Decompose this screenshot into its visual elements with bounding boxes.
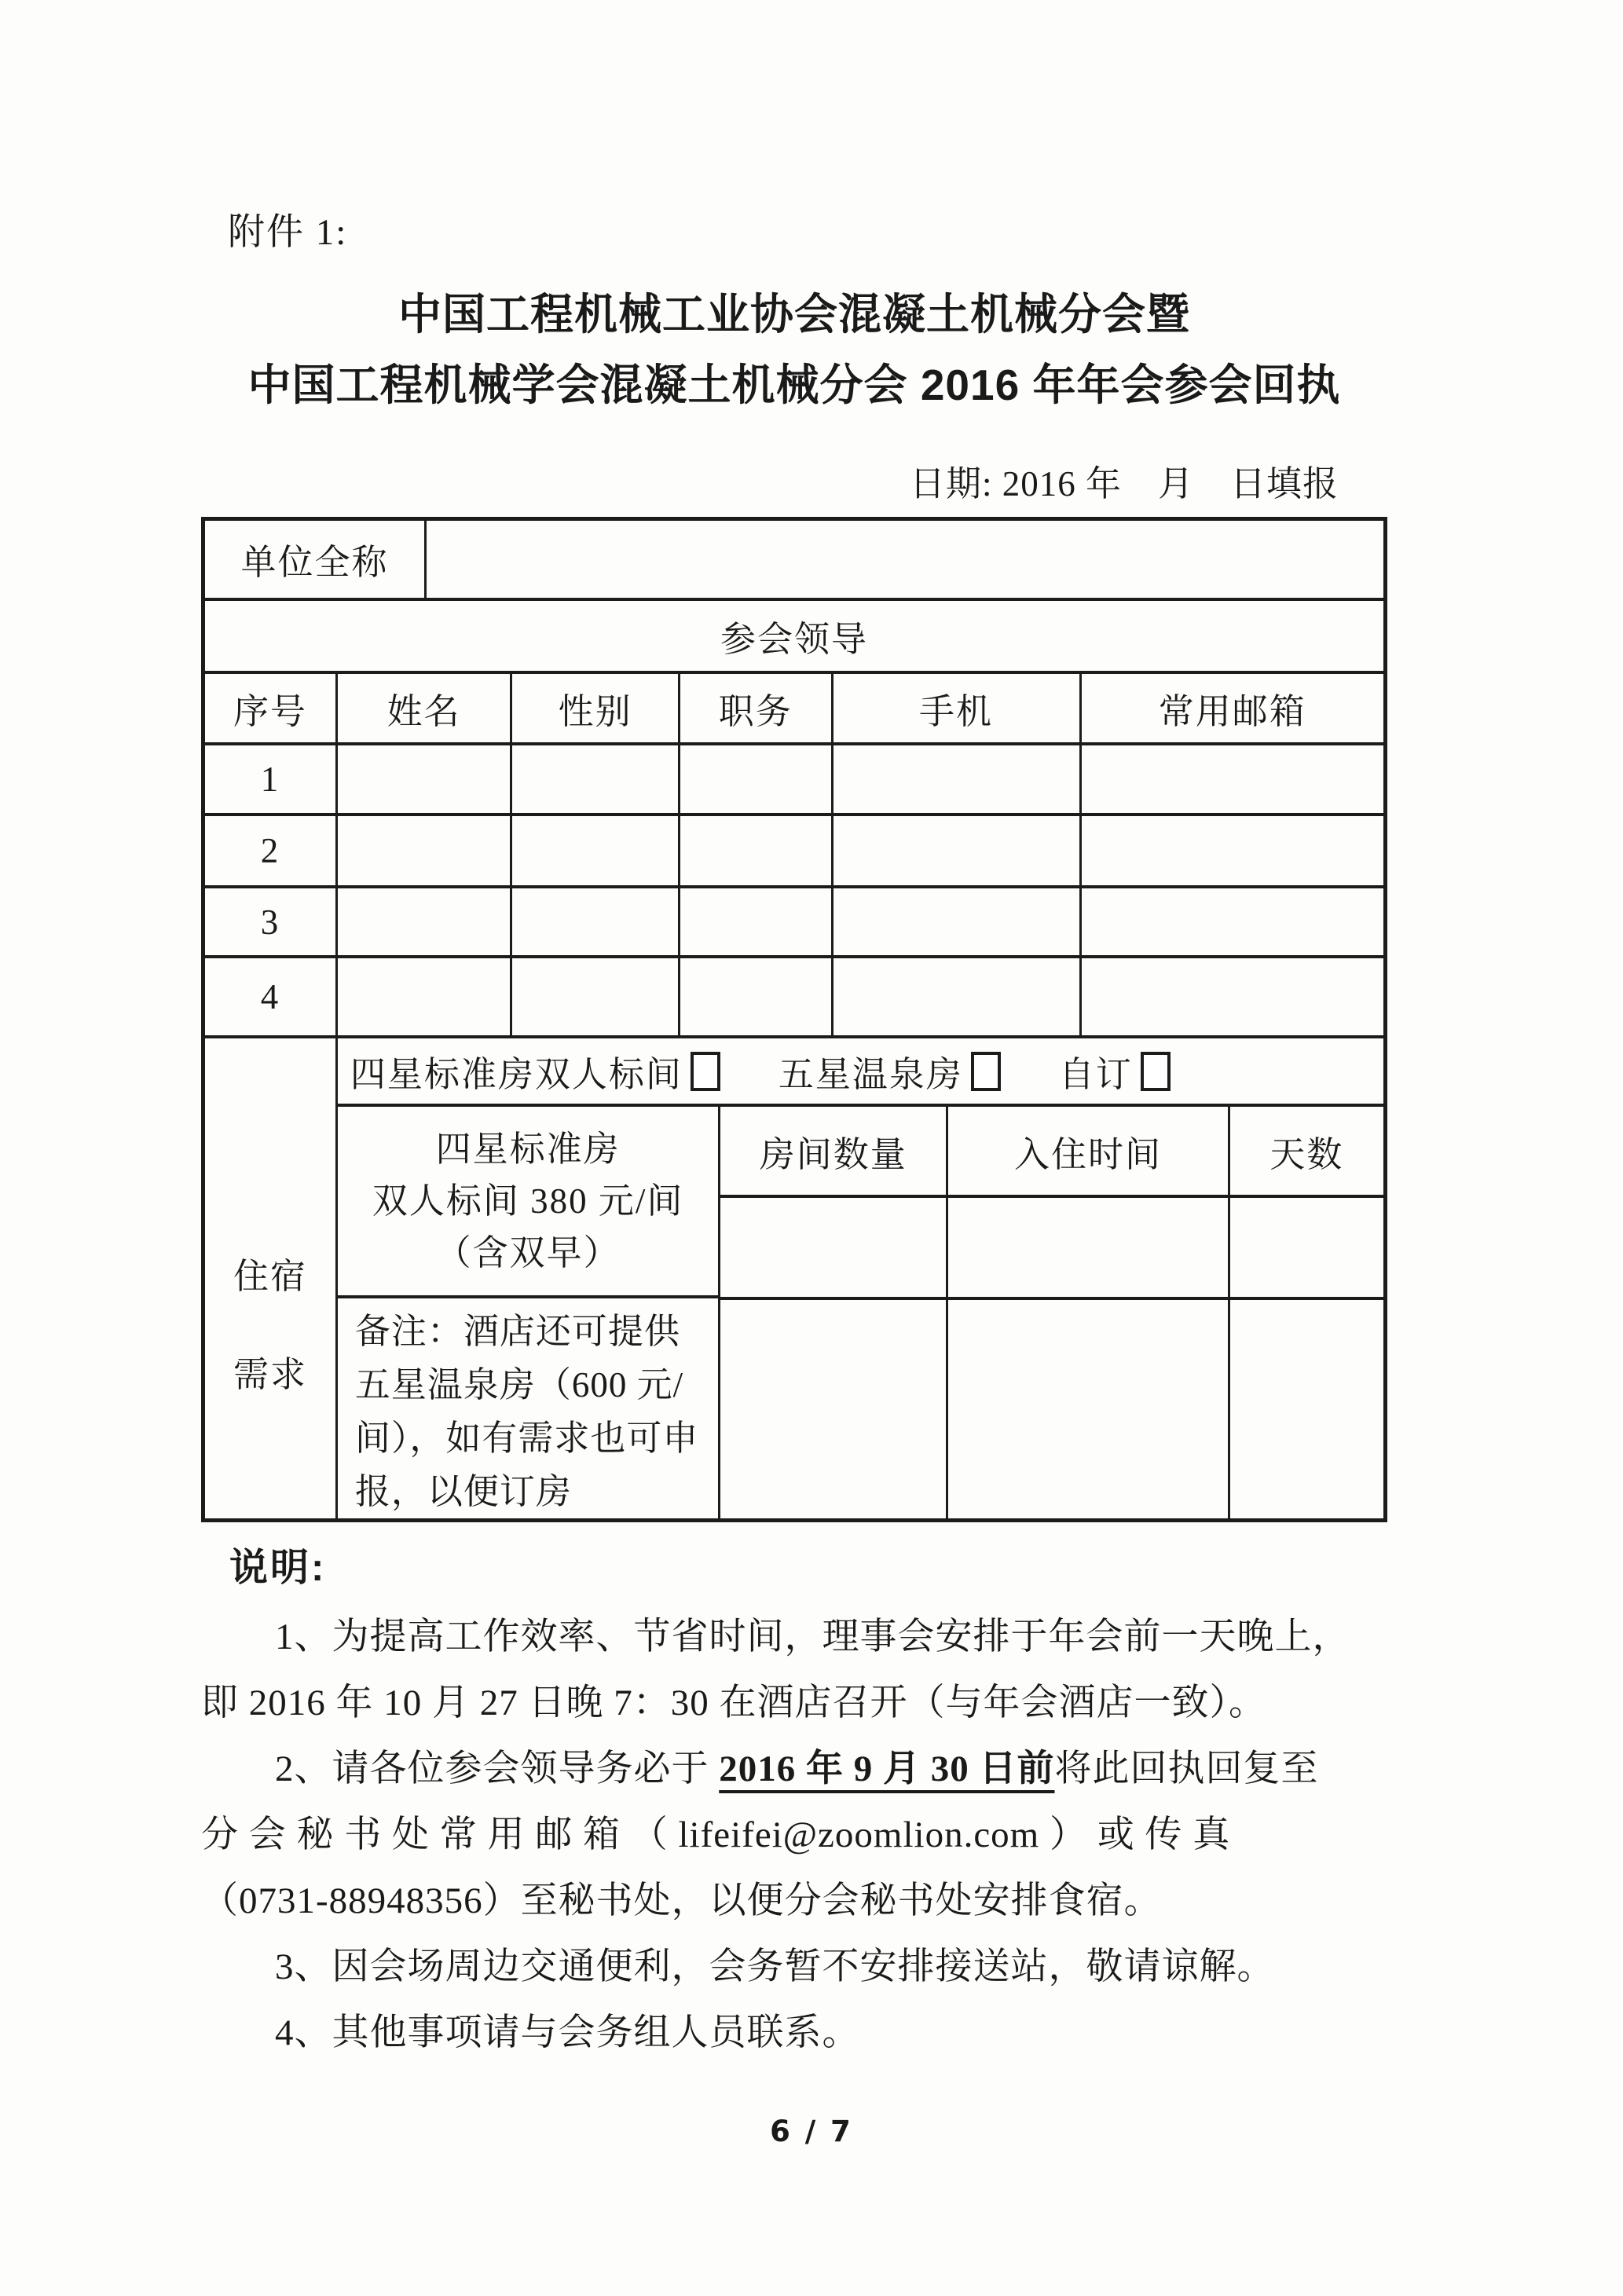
- accommodation-detail: [335, 1038, 1383, 1518]
- room-booking-grid: [718, 1107, 1383, 1518]
- option-self-booked-label: 自订: [1058, 1055, 1133, 1094]
- instruction-1-line-1: 1、为提高工作效率、节省时间，理事会安排于年会前一天晚上，: [275, 1617, 1350, 1657]
- col-header-email: 常用邮箱: [1079, 674, 1384, 742]
- checkbox-icon: [1141, 1052, 1171, 1091]
- fill-date-line: 日期: 2016 年 月 日填报: [909, 464, 1339, 504]
- fourstar-line-3: （含双早）: [435, 1233, 621, 1273]
- fourstar-line-1: 四星标准房: [435, 1130, 621, 1169]
- gender-cell-empty: [510, 958, 678, 1035]
- gender-cell-empty: [510, 745, 678, 814]
- fourstar-room-info-cell: [338, 1107, 719, 1295]
- days-cell-empty: [1228, 1300, 1383, 1518]
- days-cell-empty: [1228, 1198, 1383, 1297]
- checkbox-icon: [691, 1052, 720, 1091]
- accommodation-row: [205, 1035, 1383, 1518]
- company-name-value-cell: [424, 521, 1383, 598]
- page-number: 6 / 7: [770, 2115, 853, 2148]
- column-header-row: [205, 671, 1383, 742]
- gender-cell-empty: [510, 816, 678, 885]
- gender-cell-empty: [510, 888, 678, 955]
- row-index-cell: 2: [260, 831, 280, 871]
- col-header-gender: 性别: [510, 674, 678, 742]
- room-type-options: [338, 1038, 1383, 1104]
- instruction-1-line-2: 即 2016 年 10 月 27 日晚 7：30 在酒店召开（与年会酒店一致）。: [201, 1683, 1266, 1723]
- checkin-time-cell-empty: [946, 1198, 1228, 1297]
- instructions-section: [201, 1544, 1387, 2066]
- mobile-cell-empty: [831, 958, 1079, 1035]
- deadline-emphasis: 2016 年 9 月 30 日前: [719, 1749, 1055, 1789]
- note-line-1: 备注：酒店还可提供: [354, 1312, 680, 1351]
- instruction-2-suffix: 将此回执回复至: [1054, 1749, 1319, 1789]
- instruction-2-prefix: 2、请各位参会领导务必于: [275, 1749, 720, 1789]
- col-header-mobile: 手机: [831, 674, 1079, 742]
- accommodation-label: [205, 1038, 335, 1518]
- email-cell-empty: [1079, 745, 1384, 814]
- option-fivestar-spring: [779, 1045, 1001, 1097]
- document-title-line-2: 中国工程机械学会混凝土机械分会 2016 年年会参会回执: [247, 361, 1341, 409]
- row-index-cell: 4: [260, 977, 280, 1017]
- position-cell-empty: [678, 816, 831, 885]
- name-cell-empty: [335, 745, 510, 814]
- room-info-column: [338, 1107, 719, 1518]
- checkin-time-cell-empty: [946, 1300, 1228, 1518]
- leader-row-2: [205, 813, 1383, 885]
- instruction-3: 3、因会场周边交通便利，会务暂不安排接送站，敬请谅解。: [275, 1946, 1275, 1987]
- document-content: [201, 203, 1387, 2066]
- leader-row-4: [205, 955, 1383, 1035]
- email-cell-empty: [1079, 816, 1384, 885]
- company-name-row: [205, 521, 1383, 598]
- instruction-2-line-1: [201, 1736, 1387, 1802]
- instruction-4: 4、其他事项请与会务组人员联系。: [275, 2012, 860, 2053]
- col-header-index: 序号: [233, 691, 307, 731]
- instructions-body: [201, 1604, 1387, 2066]
- position-cell-empty: [678, 958, 831, 1035]
- instruction-2-line-2: 分 会 秘 书 处 常 用 邮 箱 （ lifeifei@zoomlion.com ） 或 传 真: [201, 1814, 1231, 1855]
- accommodation-label-line-2: 需求: [233, 1354, 307, 1394]
- booking-grid-empty-row: [720, 1195, 1383, 1297]
- checkin-time-header: 入住时间: [946, 1107, 1228, 1195]
- note-line-3: 间），如有需求也可申: [354, 1419, 699, 1458]
- mobile-cell-empty: [831, 816, 1079, 885]
- email-cell-empty: [1079, 958, 1384, 1035]
- booking-grid-header-row: [720, 1107, 1383, 1195]
- attachment-label: 附件 1:: [228, 212, 348, 253]
- fourstar-line-2: 双人标间 380 元/间: [372, 1181, 684, 1221]
- checkbox-icon: [971, 1052, 1001, 1091]
- leader-row-3: [205, 885, 1383, 955]
- accommodation-label-line-1: 住宿: [233, 1256, 307, 1296]
- position-cell-empty: [678, 745, 831, 814]
- email-cell-empty: [1079, 888, 1384, 955]
- room-count-header: 房间数量: [759, 1134, 907, 1174]
- row-index-cell: 3: [260, 902, 280, 942]
- mobile-cell-empty: [831, 888, 1079, 955]
- booking-grid-empty-row: [720, 1297, 1383, 1518]
- col-header-position: 职务: [678, 674, 831, 742]
- option-fourstar-standard: [350, 1045, 720, 1097]
- company-name-label-cell: 单位全称: [240, 543, 389, 583]
- option-fourstar-standard-label: 四星标准房双人标间: [350, 1055, 683, 1094]
- name-cell-empty: [335, 958, 510, 1035]
- instruction-2-line-3: （0731-88948356）至秘书处，以便分会秘书处安排食宿。: [201, 1880, 1162, 1921]
- name-cell-empty: [335, 888, 510, 955]
- days-header: 天数: [1228, 1107, 1383, 1195]
- leaders-header-row: [205, 598, 1383, 671]
- name-cell-empty: [335, 816, 510, 885]
- leader-row-1: [205, 742, 1383, 814]
- leaders-section-header: 参会领导: [720, 619, 868, 659]
- instructions-heading: 说明:: [229, 1547, 327, 1589]
- registration-table: [201, 517, 1387, 1522]
- note-line-4: 报，以便订房: [354, 1472, 572, 1511]
- col-header-name: 姓名: [335, 674, 510, 742]
- option-self-booked: [1059, 1045, 1171, 1097]
- note-cell: [338, 1295, 719, 1518]
- accommodation-subtable: [338, 1104, 1383, 1518]
- room-count-cell-empty: [720, 1198, 946, 1297]
- document-title-line-1: 中国工程机械工业协会混凝土机械分会暨: [398, 290, 1190, 339]
- option-fivestar-spring-label: 五星温泉房: [778, 1055, 963, 1094]
- note-line-2: 五星温泉房（600 元/: [354, 1365, 684, 1404]
- room-count-cell-empty: [720, 1300, 946, 1518]
- document-title: [201, 279, 1387, 420]
- mobile-cell-empty: [831, 745, 1079, 814]
- position-cell-empty: [678, 888, 831, 955]
- row-index-cell: 1: [260, 759, 280, 799]
